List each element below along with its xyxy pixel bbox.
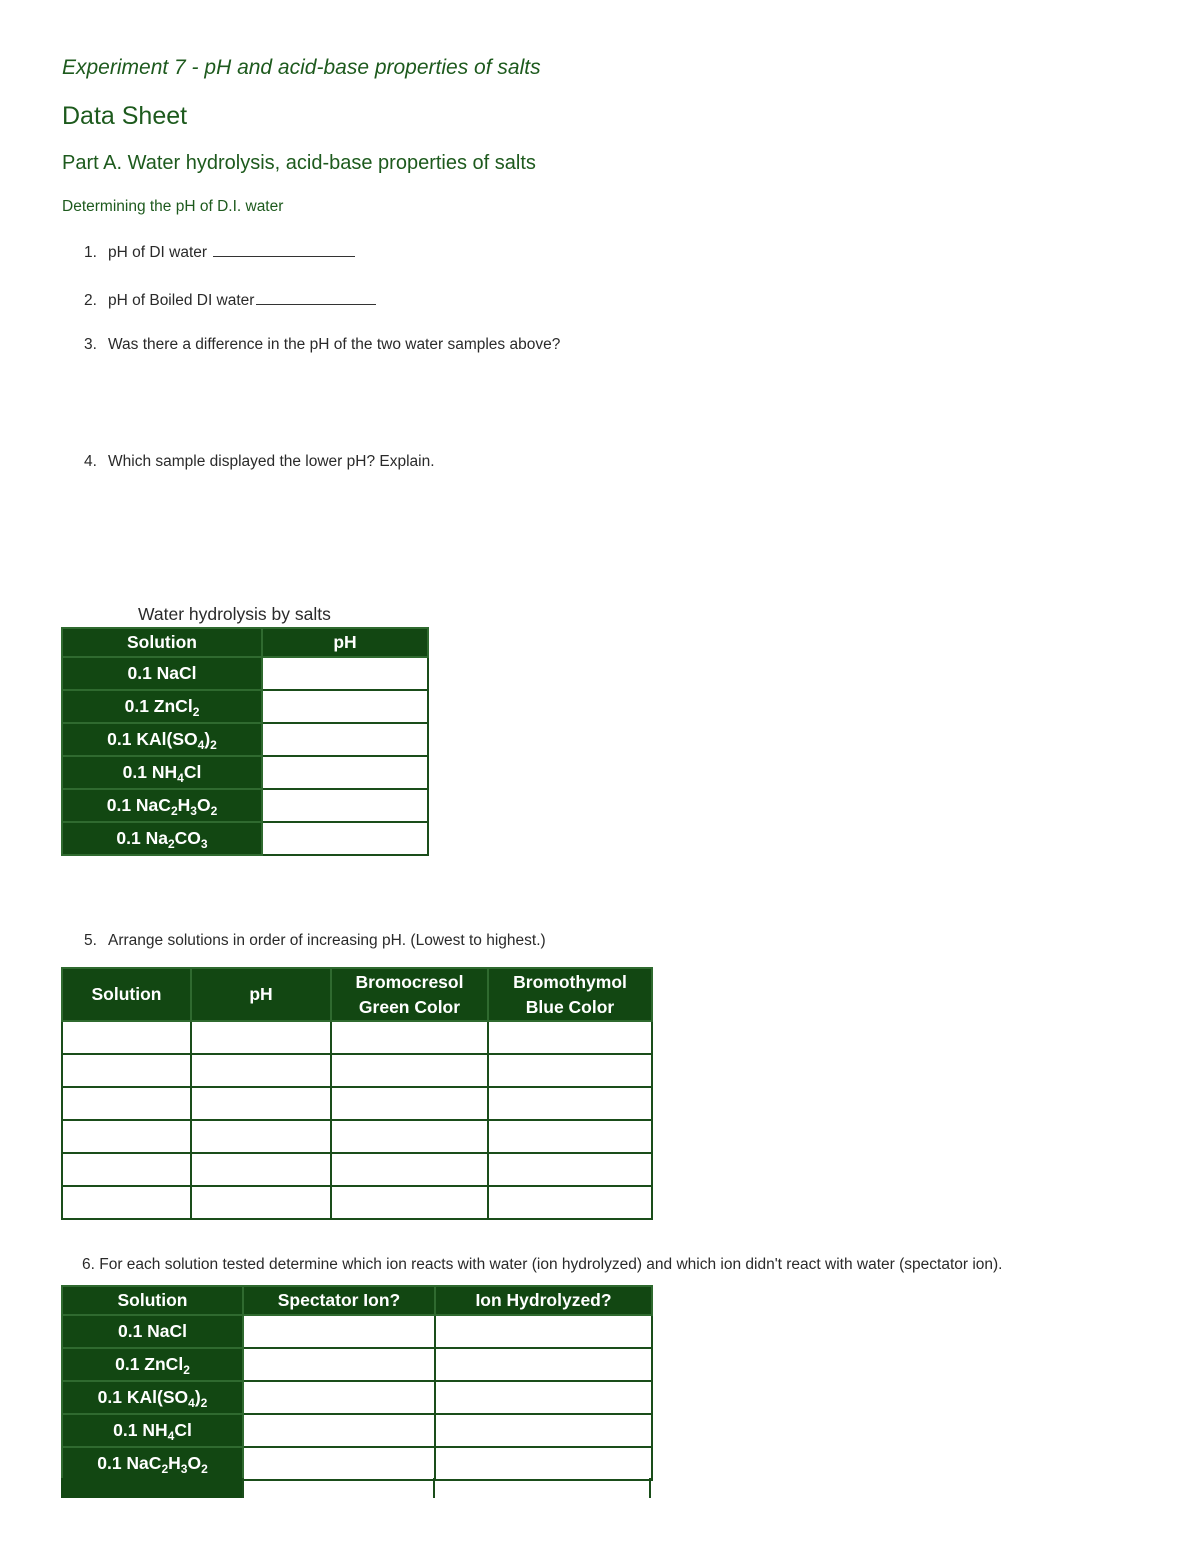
entry-cell[interactable] — [488, 1153, 652, 1186]
section-subheading: Determining the pH of D.I. water — [62, 198, 284, 215]
continuation-solution-cell — [61, 1478, 242, 1498]
question-6: 6. For each solution tested determine which ion reacts with water (ion hydrolyzed) and which ion didn't react with water (spectator ion). — [82, 1256, 1003, 1273]
column-header-bromocresol-green: Bromocresol Green Color — [331, 968, 488, 1021]
part-a-heading: Part A. Water hydrolysis, acid-base properties of salts — [62, 152, 536, 174]
ph-entry-cell[interactable] — [262, 756, 428, 789]
entry-cell[interactable] — [488, 1186, 652, 1219]
entry-cell[interactable] — [331, 1021, 488, 1054]
ph-entry-cell[interactable] — [262, 723, 428, 756]
entry-cell[interactable] — [488, 1120, 652, 1153]
entry-cell[interactable] — [435, 1414, 652, 1447]
question-number: 3. — [84, 336, 97, 353]
column-header-ph: pH — [191, 968, 331, 1021]
solution-label: 0.1 $NH_4Cl$ — [62, 1414, 243, 1447]
ph-entry-cell[interactable] — [262, 657, 428, 690]
question-2 — [84, 289, 376, 310]
entry-cell[interactable] — [62, 1120, 191, 1153]
question-text: Was there a difference in the pH of the two water samples above? — [108, 336, 561, 353]
entry-cell[interactable] — [62, 1087, 191, 1120]
entry-cell[interactable] — [435, 1315, 652, 1348]
column-header-solution: Solution — [62, 1286, 243, 1315]
column-header-spectator-ion: Spectator Ion? — [243, 1286, 435, 1315]
entry-cell[interactable] — [331, 1054, 488, 1087]
entry-cell[interactable] — [488, 1087, 652, 1120]
question-number: 2. — [84, 292, 97, 309]
column-divider — [242, 1478, 244, 1498]
question-3 — [84, 336, 560, 354]
ph-entry-cell[interactable] — [262, 789, 428, 822]
question-number: 4. — [84, 453, 97, 470]
ion-hydrolysis-table — [61, 1285, 653, 1481]
table-continuation — [61, 1478, 651, 1498]
entry-cell[interactable] — [62, 1021, 191, 1054]
entry-cell[interactable] — [191, 1054, 331, 1087]
solution-label: 0.1 $KAl(SO_4)_2$ — [62, 1381, 243, 1414]
answer-blank[interactable] — [213, 241, 355, 257]
data-sheet-heading: Data Sheet — [62, 102, 188, 130]
solution-label: 0.1 $NaC_2H_3O_2$ — [62, 789, 262, 822]
entry-cell[interactable] — [191, 1087, 331, 1120]
entry-cell[interactable] — [243, 1315, 435, 1348]
question-number: 1. — [84, 244, 97, 261]
answer-blank[interactable] — [256, 289, 376, 305]
solution-label: 0.1 ZnCl$_2$ — [62, 1348, 243, 1381]
entry-cell[interactable] — [243, 1447, 435, 1480]
solution-label: 0.1 $NH_4Cl$ — [62, 756, 262, 789]
entry-cell[interactable] — [435, 1447, 652, 1480]
question-number: 5. — [84, 932, 97, 949]
entry-cell[interactable] — [243, 1348, 435, 1381]
question-text: Which sample displayed the lower pH? Explain. — [108, 453, 435, 470]
question-1 — [84, 241, 355, 262]
entry-cell[interactable] — [331, 1087, 488, 1120]
entry-cell[interactable] — [243, 1381, 435, 1414]
column-header-bromothymol-blue: Bromothymol Blue Color — [488, 968, 652, 1021]
entry-cell[interactable] — [62, 1054, 191, 1087]
solution-label: 0.1 $KAl(SO_4)_2$ — [62, 723, 262, 756]
entry-cell[interactable] — [435, 1381, 652, 1414]
column-header-solution: Solution — [62, 628, 262, 657]
entry-cell[interactable] — [331, 1186, 488, 1219]
entry-cell[interactable] — [331, 1120, 488, 1153]
table-caption: Water hydrolysis by salts — [138, 604, 331, 624]
column-divider — [433, 1478, 435, 1498]
ph-entry-cell[interactable] — [262, 690, 428, 723]
ph-entry-cell[interactable] — [262, 822, 428, 855]
column-header-ion-hydrolyzed: Ion Hydrolyzed? — [435, 1286, 652, 1315]
solution-label: 0.1 ZnCl$_2$ — [62, 690, 262, 723]
column-header-solution: Solution — [62, 968, 191, 1021]
entry-cell[interactable] — [191, 1021, 331, 1054]
entry-cell[interactable] — [191, 1120, 331, 1153]
solution-label: 0.1 NaCl — [62, 657, 262, 690]
column-divider — [649, 1478, 651, 1498]
question-text: Arrange solutions in order of increasing pH. (Lowest to highest.) — [108, 932, 546, 949]
entry-cell[interactable] — [488, 1054, 652, 1087]
entry-cell[interactable] — [191, 1186, 331, 1219]
entry-cell[interactable] — [488, 1021, 652, 1054]
solution-label: 0.1 $Na_2CO_3$ — [62, 822, 262, 855]
entry-cell[interactable] — [191, 1153, 331, 1186]
question-text: pH of Boiled DI water — [108, 292, 255, 309]
column-header-ph: pH — [262, 628, 428, 657]
entry-cell[interactable] — [62, 1153, 191, 1186]
question-4 — [84, 453, 435, 471]
entry-cell[interactable] — [331, 1153, 488, 1186]
solution-label: 0.1 NaCl — [62, 1315, 243, 1348]
entry-cell[interactable] — [243, 1414, 435, 1447]
entry-cell[interactable] — [435, 1348, 652, 1381]
document-title: Experiment 7 - pH and acid-base properties of salts — [62, 56, 541, 79]
water-hydrolysis-table — [61, 627, 429, 856]
question-text: pH of DI water — [108, 244, 208, 261]
solution-label: 0.1 $NaC_2H_3O_2$ — [62, 1447, 243, 1480]
question-5 — [84, 932, 546, 950]
indicator-color-table — [61, 967, 653, 1220]
entry-cell[interactable] — [62, 1186, 191, 1219]
